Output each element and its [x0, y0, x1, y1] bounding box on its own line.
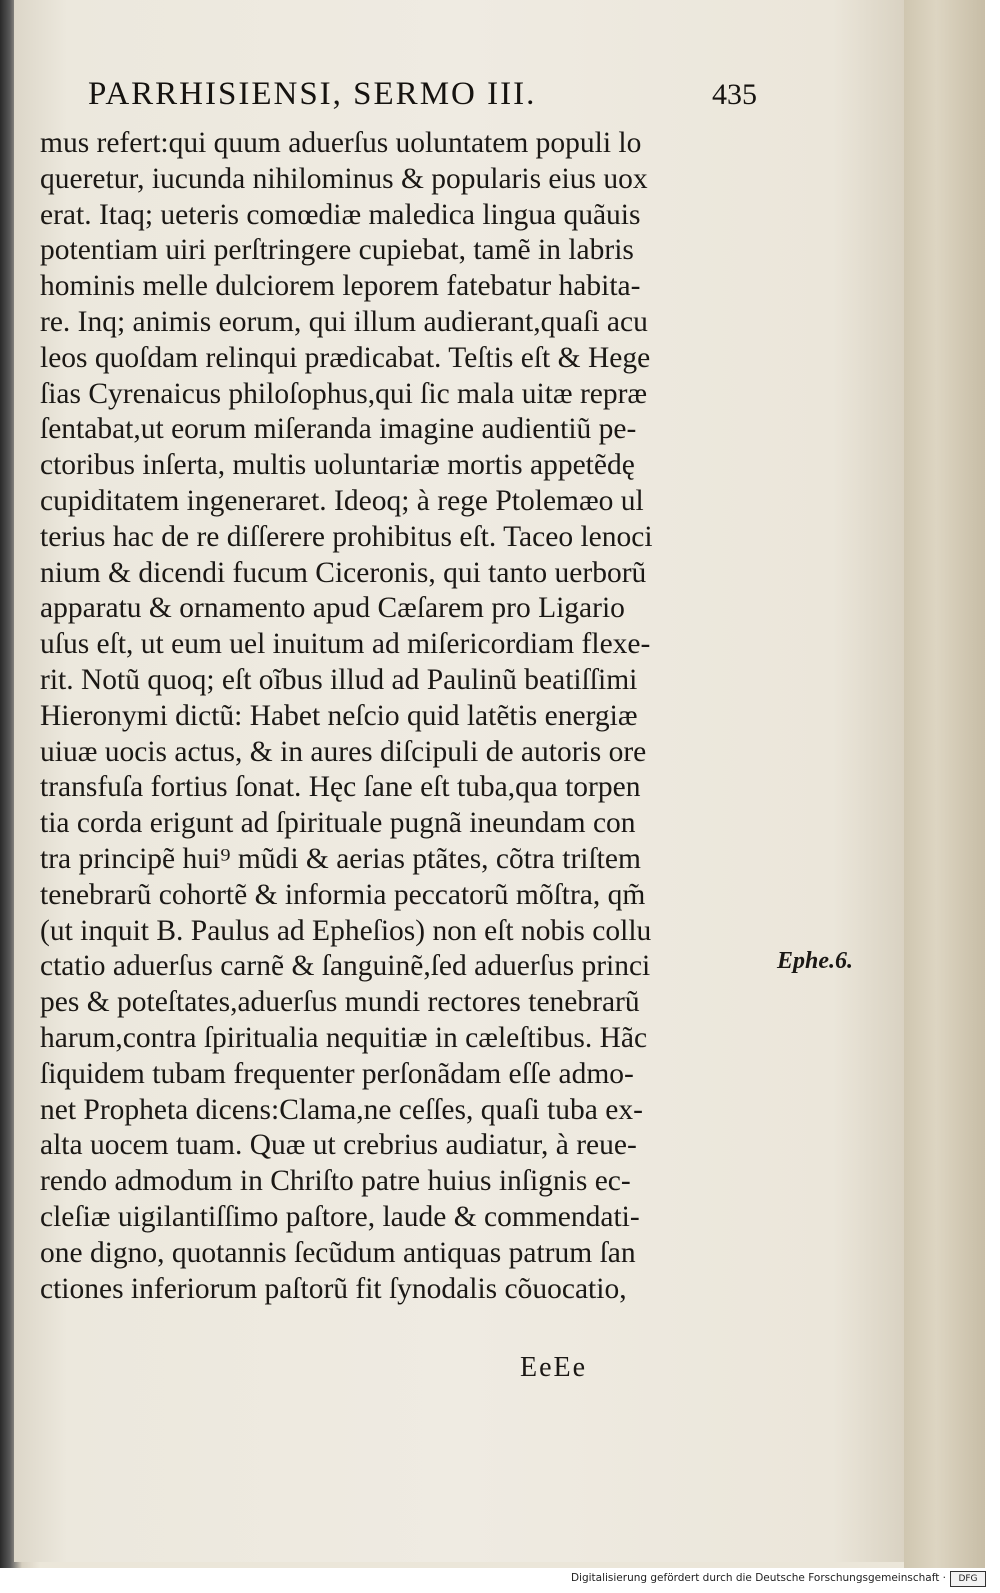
text-line: terius hac de re diſſerere prohibitus eſt. Taceo lenoci — [40, 520, 653, 553]
text-line: leos quoſdam relinqui prædicabat. Teſtis eſt & Hege — [40, 341, 651, 374]
text-line: queretur, iucunda nihilominus & popularis eius uox — [40, 162, 648, 195]
text-line: hominis melle dulciorem leporem fatebatur habita- — [40, 270, 641, 303]
running-head — [88, 76, 768, 113]
text-line: one digno, quotannis ſecũdum antiquas patrum ſan — [40, 1236, 636, 1269]
text-line: rit. Notũ quoq; eſt oĩbus illud ad Paulinũ beatiſſimi — [40, 663, 638, 696]
text-line: pes & poteſtates,aduerſus mundi rectores tenebrarũ — [40, 986, 640, 1019]
text-line: ſiquidem tubam frequenter perſonãdam eſſe admo- — [40, 1057, 634, 1090]
text-line: tra principẽ hui⁹ mũdi & aerias ptãtes, cõtra triſtem — [40, 842, 641, 875]
text-line: apparatu & ornamento apud Cæſarem pro Ligario — [40, 592, 625, 625]
text-line: mus refert:qui quum aduerſus uoluntatem populi lo — [40, 127, 642, 159]
footer-credit: Digitalisierung gefördert durch die Deutsche Forschungsgemeinschaft · — [570, 1572, 946, 1584]
running-head-title: PARRHISIENSI, SERMO III. — [88, 76, 537, 112]
digitization-footer — [0, 1568, 1000, 1593]
text-line: transfuſa fortius ſonat. Hęc ſane eſt tuba,qua torpen — [40, 771, 641, 804]
text-line: uiuæ uocis actus, & in aures diſcipuli de autoris ore — [40, 735, 647, 768]
text-line: cupiditatem ingeneraret. Ideoq; à rege Ptolemæo ul — [40, 484, 644, 517]
page-number: 435 — [712, 78, 757, 111]
text-line: net Propheta dicens:Clama,ne ceſſes, quaſi tuba ex- — [40, 1093, 643, 1126]
text-line: (ut inquit B. Paulus ad Epheſios) non eſt nobis collu — [40, 914, 652, 947]
text-line: rendo admodum in Chriſto patre huius inſignis ec- — [40, 1165, 631, 1198]
text-line: tia corda erigunt ad ſpirituale pugnã ineundam con — [40, 807, 636, 840]
dfg-logo-icon: DFG — [950, 1571, 986, 1587]
text-line: ctatio aduerſus carnẽ & ſanguinẽ,ſed aduerſus princi — [40, 950, 651, 983]
text-line: ſentabat,ut eorum miſeranda imagine audientiũ pe- — [40, 413, 637, 446]
body-text — [40, 126, 770, 1307]
signature-mark: EeEe — [520, 1352, 588, 1383]
text-line: cleſiæ uigilantiſſimo paſtore, laude & commendati- — [40, 1200, 640, 1233]
text-line: tenebrarũ cohortẽ & informia peccatorũ mõſtra, qm̃ — [40, 878, 646, 911]
text-line: uſus eſt, ut eum uel inuitum ad miſericordiam flexe- — [40, 628, 651, 661]
page-edge-stack — [904, 0, 985, 1568]
text-line: harum,contra ſpiritualia nequitiæ in cæleſtibus. Hãc — [40, 1021, 648, 1054]
text-line: ſias Cyrenaicus philoſophus,qui ſic mala uitæ repræ — [40, 377, 648, 410]
text-line: ctoribus inſerta, multis uoluntariæ mortis appetẽdę — [40, 449, 635, 482]
text-line: ctiones inferiorum paſtorũ fit ſynodalis cõuocatio, — [40, 1272, 627, 1305]
text-line: nium & dicendi fucum Ciceronis, qui tanto uerborũ — [40, 556, 647, 589]
marginal-note: Ephe.6. — [777, 948, 854, 974]
text-line: re. Inq; animis eorum, qui illum audierant,quaſi acu — [40, 305, 648, 338]
text-line: alta uocem tuam. Quæ ut crebrius audiatur, à reue- — [40, 1129, 637, 1162]
text-line: potentiam uiri perſtringere cupiebat, tamẽ in labris — [40, 234, 634, 267]
text-line: Hieronymi dictũ: Habet neſcio quid latẽtis energiæ — [40, 699, 638, 732]
text-line: erat. Itaq; ueteris comœdiæ maledica lingua quãuis — [40, 198, 641, 231]
